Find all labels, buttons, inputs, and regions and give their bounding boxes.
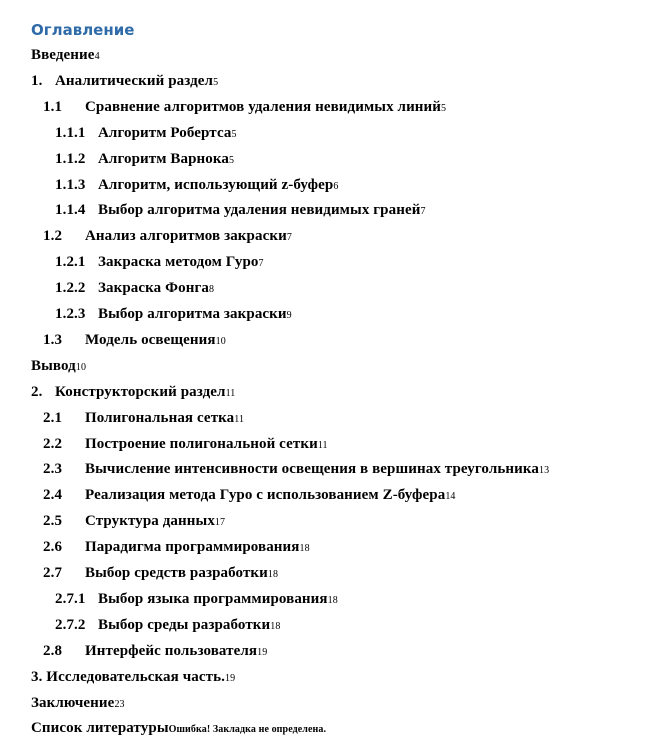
toc-entry-title: Реализация метода Гуро с использованием Z-буфера bbox=[85, 487, 446, 504]
toc-entry-text bbox=[85, 330, 226, 352]
toc-entry-number: 1.2.1 bbox=[55, 254, 86, 271]
toc-entry-title: Алгоритм Робертса bbox=[98, 124, 232, 141]
toc-entry-text bbox=[85, 97, 446, 119]
toc-entry-page: 18 bbox=[267, 569, 279, 580]
toc-entry-number: 1.1.3 bbox=[55, 176, 86, 193]
toc-entry-text bbox=[31, 667, 235, 689]
toc-entry-page: 5 bbox=[229, 154, 235, 166]
toc-entry-number: 1.1 bbox=[43, 98, 63, 115]
toc-entry-page: 19 bbox=[257, 646, 268, 658]
toc-entry-text bbox=[85, 485, 456, 507]
toc-entry-number: 2.5 bbox=[43, 513, 63, 530]
toc-entry-title: Вычисление интенсивности освещения в вершинах треугольника bbox=[85, 461, 539, 478]
toc-entry-page: 9 bbox=[286, 310, 292, 321]
toc-entry-title: Закраска Фонга bbox=[98, 280, 209, 297]
toc-entry-page: 6 bbox=[333, 180, 339, 192]
toc-entry-title: 3. Исследовательская часть. bbox=[31, 668, 225, 685]
toc-entry-number: 1. bbox=[31, 72, 43, 89]
toc-entry-number: 1.3 bbox=[43, 331, 63, 348]
toc-entry-number: 2. bbox=[31, 383, 43, 400]
toc-entry-page: 13 bbox=[538, 465, 550, 477]
toc-entry-title: Структура данных bbox=[85, 513, 215, 530]
toc-entry-page: 11 bbox=[317, 439, 328, 451]
toc-entry-page: 10 bbox=[215, 335, 226, 347]
toc-entry-page: 19 bbox=[224, 672, 236, 684]
toc-heading: Оглавление bbox=[31, 21, 135, 39]
toc-entry-title: Сравнение алгоритмов удаления невидимых линий bbox=[85, 98, 442, 115]
toc-entry-number: 1.1.1 bbox=[55, 124, 86, 141]
toc-entry-page: 18 bbox=[299, 543, 310, 555]
toc-entry-number: 2.7 bbox=[43, 565, 63, 581]
toc-entry-text bbox=[85, 511, 225, 533]
toc-entry-text bbox=[31, 693, 125, 715]
toc-entry-title: Алгоритм Варнока bbox=[98, 150, 230, 167]
toc-entry-title: Конструкторский раздел bbox=[55, 383, 226, 400]
toc-entry-page: 5 bbox=[231, 128, 237, 140]
toc-entry-text bbox=[98, 615, 281, 637]
toc-entry-title: Выбор среды разработки bbox=[98, 616, 271, 633]
toc-entry-title: Закраска методом Гуро bbox=[98, 254, 259, 271]
toc-entry-title: Вывод bbox=[31, 357, 76, 374]
toc-entry-text bbox=[85, 641, 267, 663]
toc-entry-number: 1.1.2 bbox=[55, 150, 86, 167]
toc-entry-text bbox=[85, 434, 328, 456]
toc-entry-number: 2.6 bbox=[43, 539, 63, 556]
toc-entry-text bbox=[98, 123, 237, 145]
toc-entry-page: 8 bbox=[208, 284, 215, 296]
toc-entry-number: 1.2 bbox=[43, 228, 63, 245]
toc-entry-text bbox=[31, 45, 100, 67]
toc-entry-number: 1.2.3 bbox=[55, 306, 86, 322]
toc-entry-text bbox=[98, 278, 214, 300]
toc-entry-text bbox=[85, 226, 292, 248]
toc-entry-title: Построение полигональной сетки bbox=[85, 435, 318, 452]
toc-entry-page: 18 bbox=[270, 620, 281, 632]
toc-entry-number: 2.1 bbox=[43, 409, 63, 426]
toc-entry-title: Список литературы bbox=[31, 720, 169, 737]
toc-entry-error: Ошибка! Закладка не определена. bbox=[168, 724, 327, 736]
toc-entry-title: Аналитический раздел bbox=[55, 72, 214, 89]
toc-entry-text bbox=[98, 149, 234, 171]
toc-entry-number: 2.7.2 bbox=[55, 616, 86, 633]
toc-entry-title: Заключение bbox=[31, 694, 115, 711]
toc-entry-page: 7 bbox=[258, 258, 264, 270]
toc-entry-number: 2.3 bbox=[43, 461, 63, 478]
toc-entry-text bbox=[98, 304, 292, 326]
toc-entry-page: 5 bbox=[213, 76, 219, 88]
toc-entry-text bbox=[55, 382, 235, 404]
toc-entry-number: 1.1.4 bbox=[55, 202, 86, 219]
toc-entry-text bbox=[85, 537, 310, 559]
toc-entry-text bbox=[55, 71, 218, 93]
toc-entry-title: Полигональная сетка bbox=[85, 409, 235, 426]
toc-entry-title: Алгоритм, использующий z-буфер bbox=[98, 176, 334, 193]
toc-entry-text bbox=[85, 563, 278, 585]
toc-entry-title: Введение bbox=[31, 47, 95, 63]
toc-entry-page: 14 bbox=[445, 491, 456, 503]
toc-entry-text bbox=[98, 589, 338, 611]
toc-entry-number: 2.7.1 bbox=[55, 590, 86, 607]
toc-entry-number: 1.2.2 bbox=[55, 280, 86, 297]
toc-entry-page: 4 bbox=[94, 51, 100, 62]
toc-entry-text bbox=[85, 408, 244, 430]
toc-entry-title: Выбор средств разработки bbox=[85, 565, 268, 581]
toc-entry-text bbox=[85, 459, 549, 481]
toc-entry-title: Анализ алгоритмов закраски bbox=[85, 228, 287, 245]
toc-entry-title: Парадигма программирования bbox=[85, 539, 300, 556]
toc-entry-title: Интерфейс пользователя bbox=[85, 642, 258, 659]
toc-entry-text bbox=[98, 252, 264, 274]
toc-entry-title: Модель освещения bbox=[85, 331, 216, 348]
toc-entry-page: 10 bbox=[75, 361, 87, 373]
toc-entry-number: 2.2 bbox=[43, 435, 63, 452]
toc-entry-page: 23 bbox=[114, 698, 125, 710]
toc-entry-number: 2.4 bbox=[43, 487, 63, 504]
toc-entry-text bbox=[98, 175, 338, 197]
toc-entry-page: 5 bbox=[441, 102, 447, 114]
toc-entry-page: 11 bbox=[225, 387, 236, 399]
toc-entry-title: Выбор языка программирования bbox=[98, 590, 328, 607]
toc-entry-page: 17 bbox=[214, 517, 226, 529]
toc-entry-page: 11 bbox=[234, 413, 245, 425]
toc-entry-text bbox=[31, 356, 86, 378]
toc-entry-page: 7 bbox=[420, 206, 426, 218]
toc-entry-text bbox=[31, 718, 326, 740]
toc-entry-page: 7 bbox=[286, 232, 292, 244]
toc-entry-title: Выбор алгоритма закраски bbox=[98, 306, 287, 322]
toc-entry-page: 18 bbox=[327, 594, 338, 606]
toc-entry-title: Выбор алгоритма удаления невидимых граней bbox=[98, 202, 421, 219]
toc-entry-number: 2.8 bbox=[43, 642, 63, 659]
toc-entry-text bbox=[98, 200, 426, 222]
